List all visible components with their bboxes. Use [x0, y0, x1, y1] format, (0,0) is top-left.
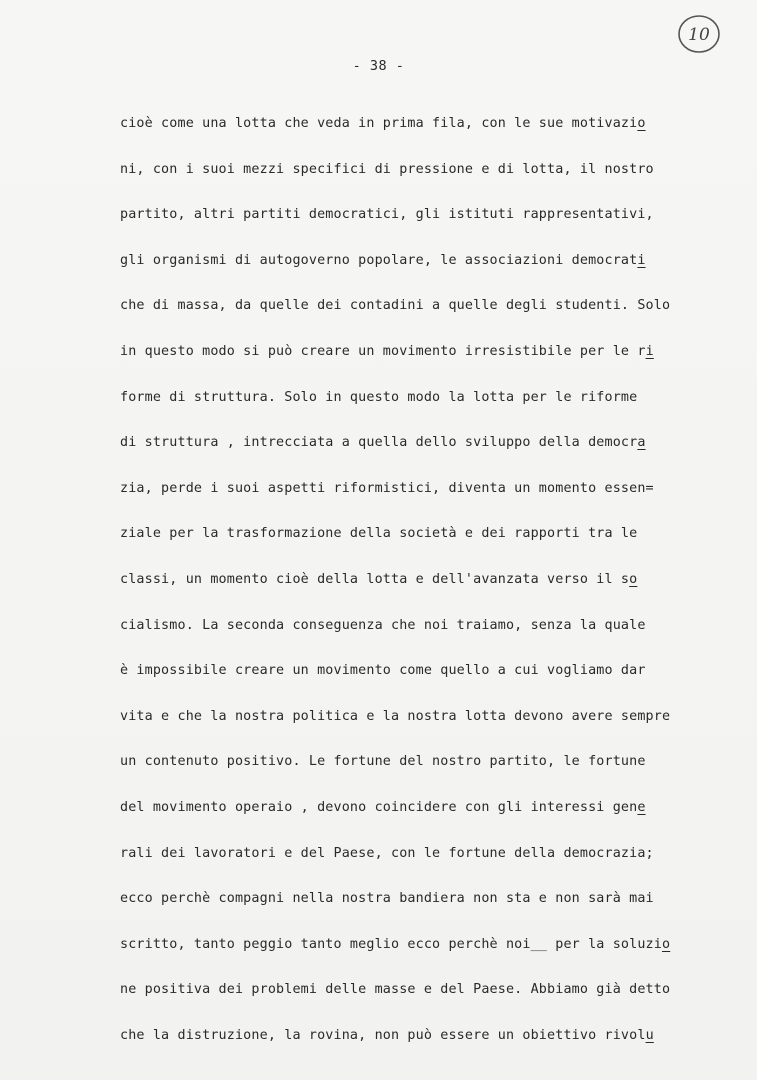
- text-line: cioè come una lotta che veda in prima fila, con le sue motivazio: [120, 116, 646, 131]
- text-line: che di massa, da quelle dei contadini a quelle degli studenti. Solo: [120, 298, 671, 314]
- text-line: in questo modo si può creare un movimento irresistibile per le ri: [120, 343, 654, 359]
- text-line: partito, altri partiti democratici, gli istituti rappresentativi,: [120, 207, 654, 223]
- text-line: ziale per la trasformazione della società e dei rapporti tra le: [120, 526, 638, 542]
- text-line: forme di struttura. Solo in questo modo la lotta per le riforme: [120, 389, 638, 405]
- text-line: di struttura , intrecciata a quella dello sviluppo della democra: [120, 435, 646, 451]
- page-stamp-icon: [676, 12, 722, 56]
- text-line: che la distruzione, la rovina, non può essere un obiettivo rivolu: [120, 1027, 654, 1043]
- text-line: ne positiva dei problemi delle masse e del Paese. Abbiamo già detto: [120, 982, 671, 998]
- text-line: cialismo. La seconda conseguenza che noi traiamo, senza la quale: [120, 617, 646, 633]
- text-line: rali dei lavoratori e del Paese, con le fortune della democrazia;: [120, 845, 654, 861]
- text-line: zia, perde i suoi aspetti riformistici, diventa un momento essen=: [120, 480, 654, 496]
- page-number: - 38 -: [352, 58, 405, 74]
- text-line: scritto, tanto peggio tanto meglio ecco perchè noi__ per la soluzio: [120, 936, 671, 952]
- text-line: classi, un momento cioè della lotta e dell'avanzata verso il so: [120, 571, 638, 587]
- text-line: del movimento operaio , devono coincidere con gli interessi gene: [120, 799, 646, 815]
- text-line: vita e che la nostra politica e la nostra lotta devono avere sempre: [120, 708, 671, 724]
- text-line: è impossibile creare un movimento come quello a cui vogliamo dar: [120, 663, 646, 679]
- text-line: un contenuto positivo. Le fortune del nostro partito, le fortune: [120, 754, 646, 770]
- text-line: gli organismi di autogoverno popolare, le associazioni democrati: [120, 252, 646, 268]
- typewritten-body: [120, 114, 740, 1071]
- stamp-number: 10: [688, 25, 710, 45]
- text-line: ecco perchè compagni nella nostra bandiera non sta e non sarà mai: [120, 891, 654, 907]
- text-line: ni, con i suoi mezzi specifici di pressione e di lotta, il nostro: [120, 161, 654, 177]
